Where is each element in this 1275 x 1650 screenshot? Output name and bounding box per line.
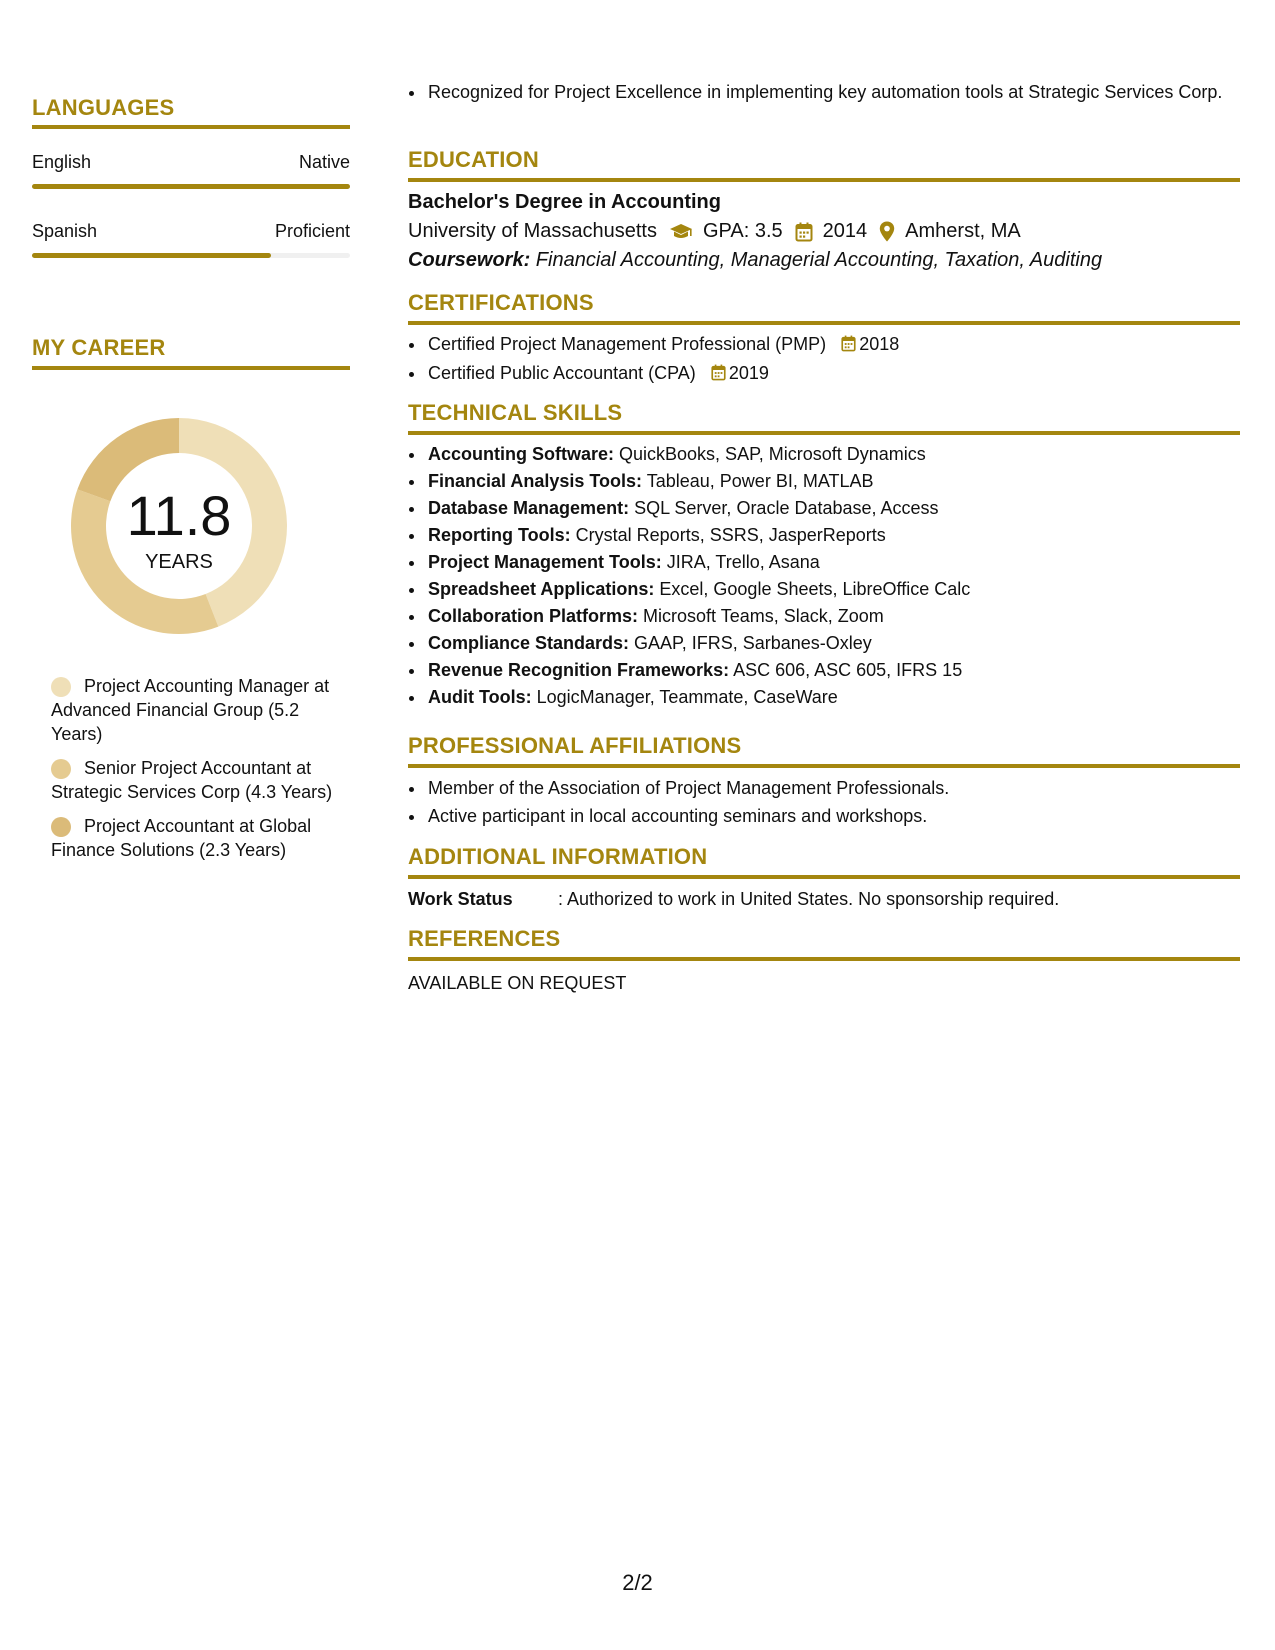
certifications-rule xyxy=(408,321,1240,325)
affiliations-rule xyxy=(408,764,1240,768)
skills-list xyxy=(408,441,1240,711)
skill-item xyxy=(426,657,1240,684)
skill-value: Microsoft Teams, Slack, Zoom xyxy=(638,606,884,626)
certification-item xyxy=(426,331,1240,360)
additional-title: ADDITIONAL INFORMATION xyxy=(408,844,708,869)
language-bar-english xyxy=(32,184,350,189)
education-location: Amherst, MA xyxy=(905,220,1021,242)
language-row-spanish xyxy=(32,221,350,242)
skill-value: SQL Server, Oracle Database, Access xyxy=(629,498,939,518)
references-title: REFERENCES xyxy=(408,926,561,951)
skill-label: Revenue Recognition Frameworks: xyxy=(428,660,730,680)
career-item-label: Project Accounting Manager at Advanced Financial Group (5.2 Years) xyxy=(51,676,330,744)
coursework-label: Coursework: xyxy=(408,249,531,271)
certification-name: Certified Project Management Professional (PMP) xyxy=(428,334,827,354)
skill-item xyxy=(426,684,1240,711)
language-name: Spanish xyxy=(32,221,98,241)
certification-year: 2019 xyxy=(728,363,769,383)
experience-tail-list xyxy=(408,80,1240,104)
skill-label: Audit Tools: xyxy=(428,687,532,707)
certifications-title: CERTIFICATIONS xyxy=(408,290,594,315)
legend-dot xyxy=(51,677,71,697)
certification-name: Certified Public Accountant (CPA) xyxy=(428,363,696,383)
coursework-value: Financial Accounting, Managerial Accounting, Taxation, Auditing xyxy=(530,249,1103,271)
education-gpa: GPA: 3.5 xyxy=(702,220,783,242)
affiliation-item: • Active participant in local accounting seminars and workshops. xyxy=(426,802,1240,830)
career-item-label: Senior Project Accountant at Strategic Services Corp (4.3 Years) xyxy=(51,758,333,802)
calendar-icon xyxy=(711,362,726,389)
education-section xyxy=(408,147,1240,272)
calendar-icon xyxy=(841,333,856,360)
education-degree: Bachelor's Degree in Accounting xyxy=(408,191,721,213)
affiliations-title: PROFESSIONAL AFFILIATIONS xyxy=(408,733,742,758)
legend-dot xyxy=(51,759,71,779)
skills-rule xyxy=(408,431,1240,435)
skill-label: Database Management: xyxy=(428,498,630,518)
location-pin-icon xyxy=(879,221,895,242)
career-item xyxy=(51,674,341,746)
work-status-row xyxy=(408,889,1240,910)
affiliations-list xyxy=(408,774,1240,830)
graduation-cap-icon xyxy=(669,223,693,241)
legend-dot xyxy=(51,817,71,837)
skill-value: Tableau, Power BI, MATLAB xyxy=(642,471,874,491)
experience-bullet: • Recognized for Project Excellence in implementing key automation tools at Strategic Services Corp. xyxy=(426,80,1240,104)
skill-value: Crystal Reports, SSRS, JasperReports xyxy=(570,525,886,545)
skill-item xyxy=(426,576,1240,603)
languages-title: LANGUAGES xyxy=(32,95,175,120)
work-status-value: : Authorized to work in United States. No sponsorship required. xyxy=(558,889,1060,909)
skill-item xyxy=(426,630,1240,657)
skill-label: Project Management Tools: xyxy=(428,552,662,572)
skill-item xyxy=(426,522,1240,549)
certifications-section xyxy=(408,290,1240,389)
skills-title: TECHNICAL SKILLS xyxy=(408,400,623,425)
career-item xyxy=(51,814,341,862)
language-row-english xyxy=(32,152,350,173)
skill-value: ASC 606, ASC 605, IFRS 15 xyxy=(729,660,963,680)
education-details xyxy=(408,220,1240,243)
skill-item xyxy=(426,441,1240,468)
skill-item xyxy=(426,549,1240,576)
education-year: 2014 xyxy=(822,220,868,242)
language-level: Proficient xyxy=(274,221,350,241)
additional-section xyxy=(408,844,1240,910)
skill-item xyxy=(426,468,1240,495)
language-bar-spanish xyxy=(32,253,350,258)
certification-item xyxy=(426,360,1240,389)
language-name: English xyxy=(32,152,92,172)
language-bar-fill xyxy=(32,184,350,189)
education-rule xyxy=(408,178,1240,182)
references-rule xyxy=(408,957,1240,961)
skill-value: JIRA, Trello, Asana xyxy=(661,552,820,572)
calendar-icon xyxy=(795,222,813,242)
references-text: AVAILABLE ON REQUEST xyxy=(408,973,627,993)
career-donut-chart xyxy=(66,413,292,639)
skill-value: Excel, Google Sheets, LibreOffice Calc xyxy=(654,579,971,599)
skill-label: Accounting Software: xyxy=(428,444,615,464)
language-level: Native xyxy=(298,152,350,172)
languages-rule xyxy=(32,125,350,129)
education-title: EDUCATION xyxy=(408,147,539,172)
skill-label: Spreadsheet Applications: xyxy=(428,579,655,599)
career-title: MY CAREER xyxy=(32,335,166,360)
education-school: University of Massachusetts xyxy=(408,220,657,242)
career-item-label: Project Accountant at Global Finance Solutions (2.3 Years) xyxy=(51,816,312,860)
page-number: 2/2 xyxy=(622,1570,653,1595)
career-total-unit: YEARS xyxy=(145,551,213,573)
skill-item xyxy=(426,495,1240,522)
certification-year: 2018 xyxy=(859,334,900,354)
work-status-label: Work Status xyxy=(408,889,513,909)
skill-value: QuickBooks, SAP, Microsoft Dynamics xyxy=(614,444,926,464)
skill-label: Reporting Tools: xyxy=(428,525,571,545)
career-rule xyxy=(32,366,350,370)
skill-item xyxy=(426,603,1240,630)
career-total-years: 11.8 xyxy=(126,484,232,547)
certifications-list xyxy=(408,331,1240,389)
skills-section xyxy=(408,400,1240,711)
language-bar-fill xyxy=(32,253,271,258)
skill-label: Compliance Standards: xyxy=(428,633,630,653)
skill-value: LogicManager, Teammate, CaseWare xyxy=(531,687,838,707)
skill-label: Collaboration Platforms: xyxy=(428,606,639,626)
career-list xyxy=(51,674,341,872)
education-coursework xyxy=(408,249,1240,272)
affiliations-section xyxy=(408,733,1240,830)
career-item xyxy=(51,756,341,804)
additional-rule xyxy=(408,875,1240,879)
skill-label: Financial Analysis Tools: xyxy=(428,471,643,491)
affiliation-item: • Member of the Association of Project Management Professionals. xyxy=(426,774,1240,802)
references-section xyxy=(408,926,1240,994)
skill-value: GAAP, IFRS, Sarbanes-Oxley xyxy=(629,633,872,653)
